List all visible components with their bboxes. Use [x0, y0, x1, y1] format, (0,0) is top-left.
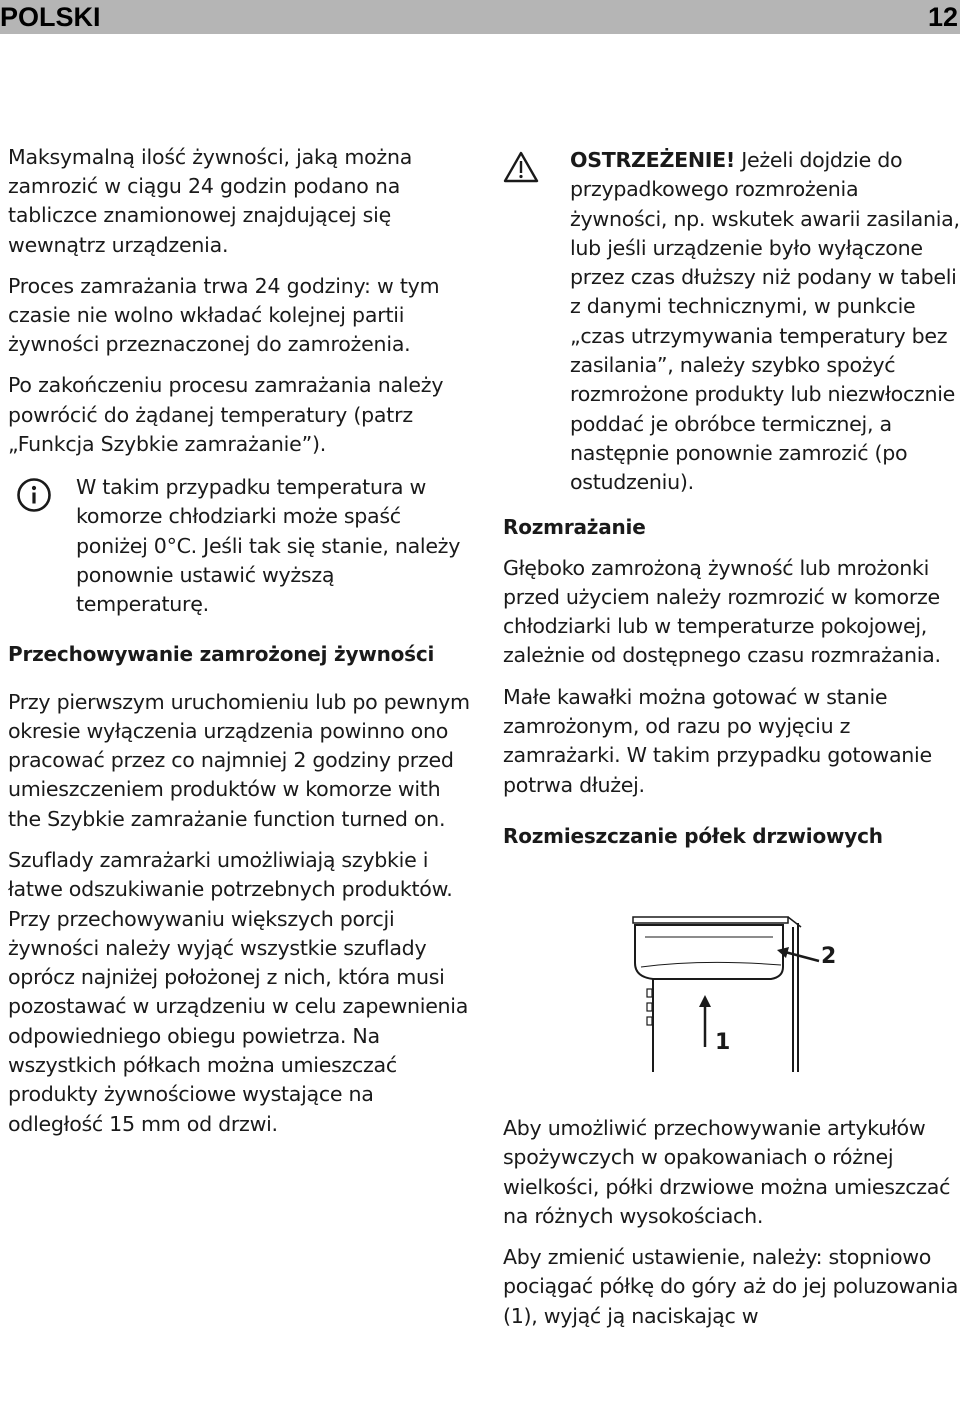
warning-icon	[503, 150, 539, 184]
right-column	[503, 146, 960, 1331]
paragraph-thawing: Głęboko zamrożoną żywność lub mrożonki przed użyciem należy rozmrozić w komorze chłodziarki lub w temperaturze pokojowej, zależnie od dostępnego czasu rozmrażania.	[503, 555, 941, 668]
paragraph-drawers: Szuflady zamrażarki umożliwiają szybkie i łatwe odszukiwanie potrzebnych produktów. Przy przechowywaniu większych porcji żywności należy wyjąć wszystkie szuflady oprócz najniżej położonej z nich, która musi pozostawać w urządzeniu w celu zapewnienia odpowiedniego obiegu powietrza. Na wszystkich półkach można umieszczać produkty żywnościowe wystające na odległość 15 mm od drzwi.	[8, 848, 469, 1136]
language-label: POLSKI	[0, 2, 101, 32]
page-header	[0, 0, 960, 34]
paragraph-freeze-process: Proces zamrażania trwa 24 godziny: w tym czasie nie wolno wkładać kolejnej partii żywności przeznaczonej do zamrożenia.	[8, 273, 440, 357]
info-note-text: W takim przypadku temperatura w komorze chłodziarki może spaść poniżej 0°C. Jeśli tak się stanie, należy ponownie ustawić wyższą temperaturę.	[76, 475, 461, 617]
left-column	[8, 143, 470, 1139]
heading-frozen-storage: Przechowywanie zamrożonej żywności	[8, 641, 435, 666]
door-shelf-illustration	[623, 897, 960, 1077]
warning-block	[503, 146, 960, 498]
diagram-label-1: 1	[715, 1029, 731, 1055]
paragraph-change-shelf: Aby zmienić ustawienie, należy: stopniowo pociągać półkę do góry aż do jej poluzowania (1), wyjąć ją naciskając w	[503, 1245, 959, 1328]
paragraph-shelf-heights: Aby umożliwić przechowywanie artykułów spożywczych w opakowaniach o różnej wielkości, półki drzwiowe można umieszczać na różnych wysokościach.	[503, 1115, 951, 1228]
info-note	[8, 473, 470, 619]
paragraph-cooking-frozen: Małe kawałki można gotować w stanie zamrożonym, od razu po wyjęciu z zamrażarki. W takim przypadku gotowanie potrwa dłużej.	[503, 684, 932, 797]
heading-door-shelves: Rozmieszczanie półek drzwiowych	[503, 823, 883, 848]
page-number: 12	[927, 2, 958, 32]
info-icon	[16, 477, 52, 513]
warning-body: Jeżeli dojdzie do przypadkowego rozmrożenia żywności, np. wskutek awarii zasilania, lub jeśli urządzenie było wyłączone przez czas dłuższy niż podany w tabeli z danymi technicznymi, w punkcie „czas utrzymywania temperatury bez zasilania”, należy szybko spożyć rozmrożone produkty lub niezwłocznie poddać je obróbce termicznej, a następnie ponownie zamrozić (po ostudzeniu).	[570, 148, 960, 495]
paragraph-first-start: Przy pierwszym uruchomieniu lub po pewnym okresie wyłączenia urządzenia powinno ono pracować przez co najmniej 2 godziny przed umieszczeniem produktów w komorze with the Szybkie zamrażanie function turned on.	[8, 689, 470, 831]
warning-label: OSTRZEŻENIE!	[570, 148, 736, 172]
diagram-label-2: 2	[821, 943, 837, 969]
door-shelf-diagram	[623, 897, 960, 1077]
paragraph-after-freeze: Po zakończeniu procesu zamrażania należy powrócić do żądanej temperatury (patrz „Funkcja Szybkie zamrażanie”).	[8, 373, 444, 456]
heading-thawing: Rozmrażanie	[503, 514, 646, 539]
paragraph-max-freeze: Maksymalną ilość żywności, jaką można zamrozić w ciągu 24 godzin podano na tabliczce znamionowej znajdującej się wewnątrz urządzenia.	[8, 145, 413, 257]
warning-text	[570, 146, 960, 498]
